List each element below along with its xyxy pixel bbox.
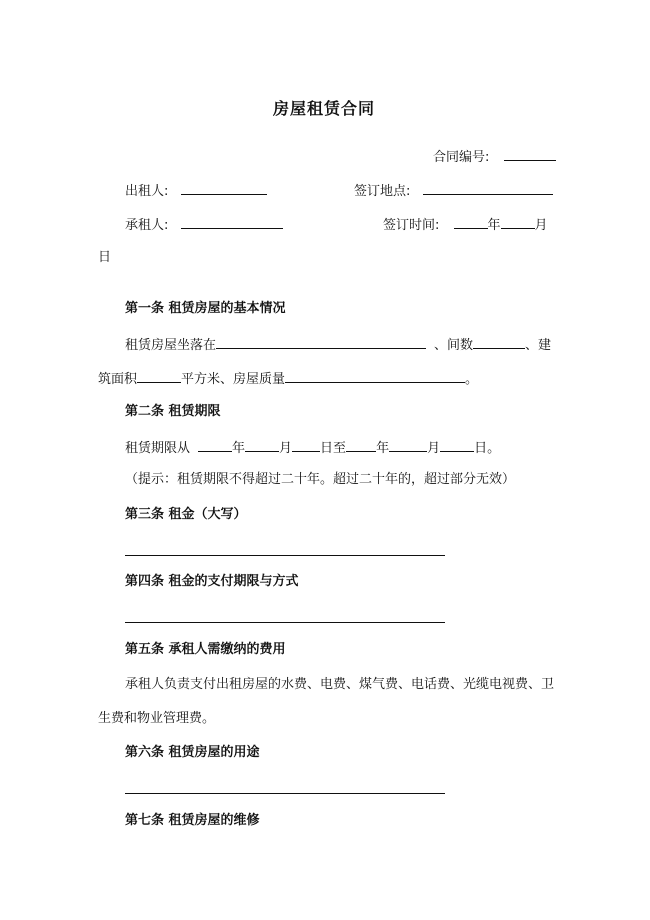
article-2-term-line (125, 439, 500, 457)
usage-blank-line[interactable] (125, 793, 445, 794)
location-label: 租赁房屋坐落在 (125, 338, 217, 353)
end-day-blank[interactable] (440, 439, 474, 452)
start-year-unit: 年 (232, 441, 246, 456)
article-5-line-1: 承租人负责支付出租房屋的水费、电费、煤气费、电话费、光缆电视费、卫 (125, 677, 555, 692)
end-year-unit: 年 (376, 441, 390, 456)
area-blank[interactable] (137, 370, 181, 383)
article-6-heading: 第六条 租赁房屋的用途 (125, 745, 260, 760)
sign-time-label: 签订时间: (383, 218, 440, 233)
end-year-blank[interactable] (346, 439, 376, 452)
sign-day-unit: 日 (98, 250, 112, 265)
article-5-heading: 第五条 承租人需缴纳的费用 (125, 642, 286, 657)
quality-label: 平方米、房屋质量 (181, 372, 286, 387)
sign-year-blank[interactable] (454, 216, 488, 229)
start-day-blank[interactable] (292, 439, 320, 452)
rent-blank-line[interactable] (125, 555, 445, 556)
rooms-label: 、间数 (434, 338, 474, 353)
start-day-unit: 日至 (320, 441, 347, 456)
sign-month-blank[interactable] (501, 216, 535, 229)
payment-blank-line[interactable] (125, 622, 445, 623)
article-4-heading: 第四条 租金的支付期限与方式 (125, 574, 299, 589)
lessor-blank[interactable] (181, 182, 267, 195)
contract-number-row (433, 148, 556, 166)
area-label-start: 、建 (525, 338, 552, 353)
sign-place-blank[interactable] (423, 182, 553, 195)
area-label: 筑面积 (98, 372, 138, 387)
period-mark: 。 (465, 372, 479, 387)
article-1-line-2 (98, 370, 478, 388)
article-5-line-2: 生费和物业管理费。 (98, 711, 216, 726)
sign-year-unit: 年 (487, 218, 501, 233)
start-month-unit: 月 (279, 441, 293, 456)
location-blank[interactable] (216, 336, 426, 349)
article-7-heading: 第七条 租赁房屋的维修 (125, 813, 260, 828)
rooms-blank[interactable] (473, 336, 525, 349)
sign-month-unit: 月 (534, 218, 548, 233)
term-hint: （提示：租赁期限不得超过二十年。超过二十年的，超过部分无效） (125, 472, 516, 487)
lessee-row (125, 216, 283, 234)
sign-place-row (354, 182, 553, 200)
contract-number-blank[interactable] (504, 148, 556, 161)
start-year-blank[interactable] (198, 439, 232, 452)
contract-number-label: 合同编号: (433, 150, 490, 165)
lessee-blank[interactable] (181, 216, 283, 229)
sign-time-row (383, 216, 548, 234)
article-2-heading: 第二条 租赁期限 (125, 404, 221, 419)
start-month-blank[interactable] (245, 439, 279, 452)
lessor-label: 出租人: (125, 184, 169, 199)
end-month-unit: 月 (427, 441, 441, 456)
article-1-heading: 第一条 租赁房屋的基本情况 (125, 301, 286, 316)
term-label: 租赁期限从 (125, 441, 191, 456)
end-month-blank[interactable] (389, 439, 427, 452)
lessor-row (125, 182, 267, 200)
article-3-heading: 第三条 租金（大写） (125, 507, 247, 522)
quality-blank[interactable] (285, 370, 465, 383)
article-1-line-1 (125, 336, 551, 354)
sign-place-label: 签订地点: (354, 184, 411, 199)
end-day-unit: 日。 (474, 441, 501, 456)
page-title: 房屋租赁合同 (273, 99, 376, 118)
lessee-label: 承租人: (125, 218, 169, 233)
